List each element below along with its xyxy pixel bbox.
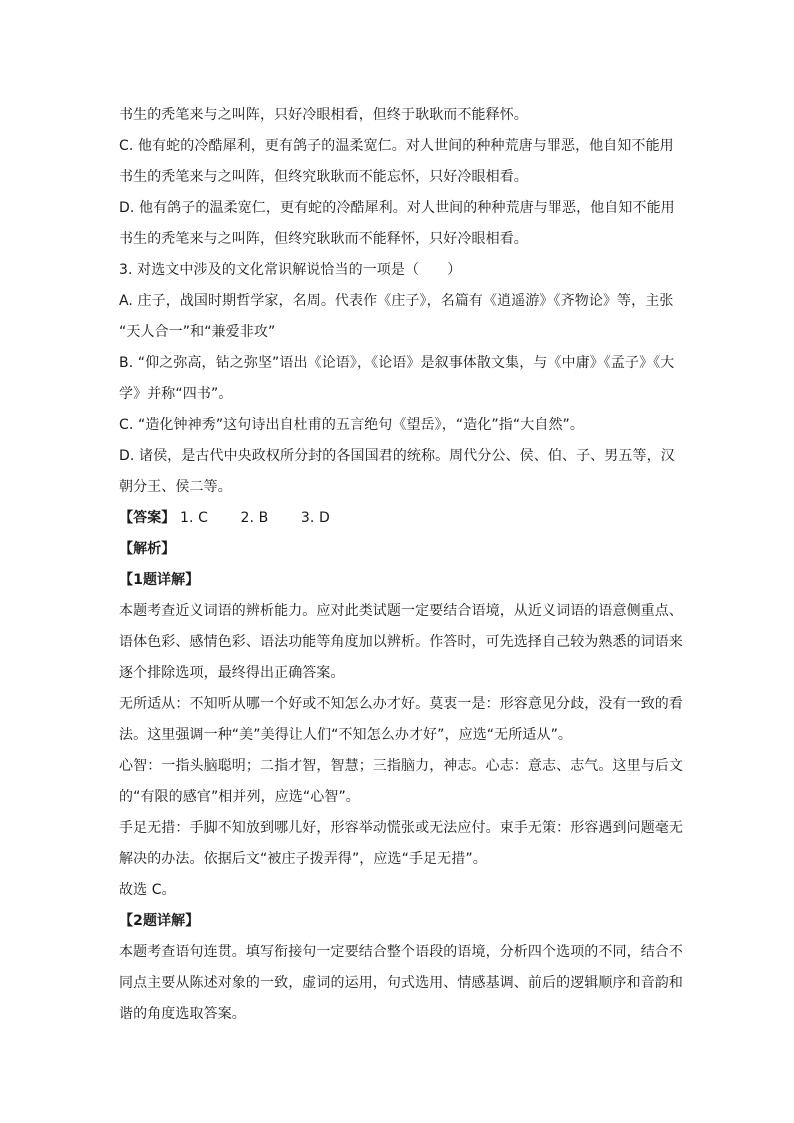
answer-item: 1. C	[179, 510, 208, 526]
option-a-line: A. 庄子，战国时期哲学家，名周。代表作《庄子》，名篇有《逍遥游》《齐物论》等，主张	[119, 293, 674, 309]
q1-text-line: 法。这里强调一种“美”美得让人们“不知怎么办才好”，应选“无所适从”。	[119, 727, 573, 743]
answer-line	[119, 503, 679, 534]
answer-tag: 【答案】	[119, 510, 176, 526]
q1-heading: 【1题详解】	[119, 572, 200, 588]
q1-text-line: 解决的办法。依据后文“被庄子拨弄得”，应选“手足无措”。	[119, 851, 487, 867]
q1-text-line: 语体色彩、感情色彩、语法功能等角度加以辨析。作答时，可先选择自己较为熟悉的词语来	[119, 634, 683, 650]
q1-conclusion: 故选 C。	[119, 882, 176, 898]
text-line: 书生的秃笔来与之叫阵，但终究耿耿而不能释怀，只好冷眼相看。	[119, 231, 528, 247]
answer-item: 2. B	[240, 510, 269, 526]
q1-text-line: 心智：一指头脑聪明；二指才智，智慧；三指脑力，神志。心志：意志、志气。这里与后文	[119, 758, 683, 774]
q1-text-line: 手足无措：手脚不知放到哪儿好，形容举动慌张或无法应付。束手无策：形容遇到问题毫无	[119, 820, 683, 836]
document-body	[119, 100, 683, 1030]
text-line: 学》并称“四书”。	[119, 386, 233, 402]
q2-heading: 【2题详解】	[119, 913, 200, 929]
q2-text-line: 本题考查语句连贯。填写衔接句一定要结合整个语段的语境，分析四个选项的不同，结合不	[119, 944, 683, 960]
option-c-line: C. 他有蛇的冷酷犀利，更有鸽子的温柔宽仁。对人世间的种种荒唐与罪恶，他自知不能用	[119, 138, 674, 154]
text-line: “天人合一”和“兼爱非攻”	[119, 324, 276, 340]
q1-text-line: 的“有限的感官”相并列，应选“心智”。	[119, 789, 360, 805]
text-line: 书生的秃笔来与之叫阵，只好冷眼相看，但终于耿耿而不能释怀。	[119, 107, 528, 123]
question-3-stem: 3. 对选文中涉及的文化常识解说恰当的一项是（ ）	[119, 262, 462, 278]
answer-item: 3. D	[300, 510, 330, 526]
text-line: 朝分王、侯二等。	[119, 479, 232, 495]
q1-text-line: 无所适从：不知听从哪一个好或不知怎么办才好。莫衷一是：形容意见分歧，没有一致的看	[119, 696, 683, 712]
text-line: 书生的秃笔来与之叫阵，但终究耿耿而不能忘怀，只好冷眼相看。	[119, 169, 528, 185]
option-c-line: C. “造化钟神秀”这句诗出自杜甫的五言绝句《望岳》，“造化”指“大自然”。	[119, 417, 584, 433]
option-b-line: B. “仰之弥高，钻之弥坚”语出《论语》，《论语》是叙事体散文集，与《中庸》《孟子》《大	[119, 355, 675, 371]
q2-text-line: 同点主要从陈述对象的一致，虚词的运用，句式选用、情感基调、前后的逻辑顺序和音韵和	[119, 975, 683, 991]
q1-text-line: 本题考查近义词语的辨析能力。应对此类试题一定要结合语境，从近义词语的语意侧重点、	[119, 603, 683, 619]
q1-text-line: 逐个排除选项，最终得出正确答案。	[119, 665, 345, 681]
q2-text-line: 谐的角度选取答案。	[119, 1006, 246, 1022]
option-d-line: D. 诸侯，是古代中央政权所分封的各国国君的统称。周代分公、侯、伯、子、男五等，汉	[119, 448, 675, 464]
analysis-heading: 【解析】	[119, 541, 176, 557]
option-d-line: D. 他有鸽子的温柔宽仁，更有蛇的冷酷犀利。对人世间的种种荒唐与罪恶，他自知不能用	[119, 200, 675, 216]
